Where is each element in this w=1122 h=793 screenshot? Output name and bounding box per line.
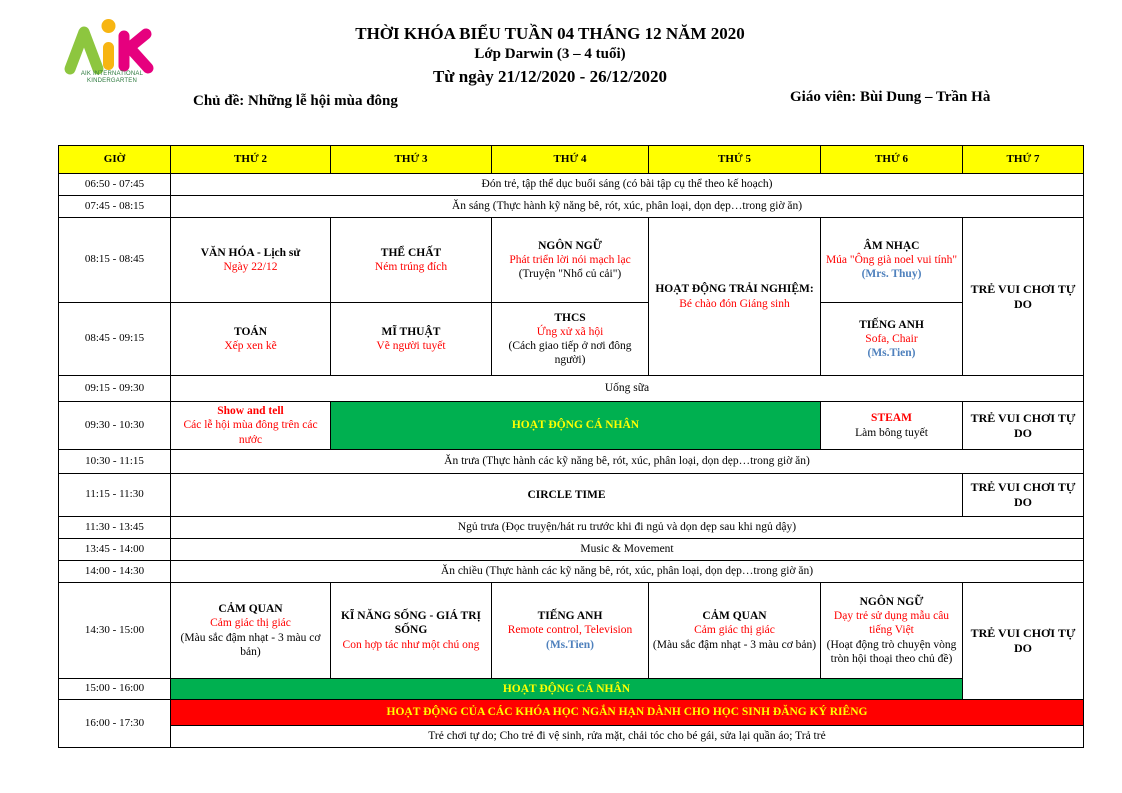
activity-teacher: (Mrs. Thuy) <box>861 268 922 280</box>
activity-cell: Trẻ chơi tự do; Cho trẻ đi vệ sinh, rửa mặt, chải tóc cho bé gái, sửa lại quần áo; Trả trẻ <box>171 726 1084 748</box>
activity-detail: Ngày 22/12 <box>223 261 278 273</box>
activity-cell: Ăn trưa (Thực hành các kỹ năng bê, rót, xúc, phân loại, dọn dẹp…trong giờ ăn) <box>171 450 1084 474</box>
header-row <box>59 146 1084 174</box>
logo-caption: AIK INTERNATIONAL KINDERGARTEN <box>80 71 144 84</box>
activity-cell <box>331 583 492 679</box>
date-range: Từ ngày 21/12/2020 - 26/12/2020 <box>432 67 668 86</box>
table-row <box>59 583 1084 679</box>
activity-teacher: (Ms.Tien) <box>867 347 916 359</box>
time-cell: 09:15 - 09:30 <box>59 376 171 402</box>
time-cell: 14:30 - 15:00 <box>59 583 171 679</box>
activity-cell <box>171 218 331 303</box>
table-row <box>59 539 1084 561</box>
table-row <box>59 474 1084 517</box>
time-cell: 08:15 - 08:45 <box>59 218 171 303</box>
activity-cell <box>171 303 331 376</box>
time-cell: 09:30 - 10:30 <box>59 402 171 450</box>
time-cell: 10:30 - 11:15 <box>59 450 171 474</box>
activity-cell: Uống sữa <box>171 376 1084 402</box>
activity-cell: Ăn sáng (Thực hành kỹ năng bê, rót, xúc, phân loại, dọn dẹp…trong giờ ăn) <box>171 196 1084 218</box>
activity-detail: Ứng xử xã hội <box>536 325 604 338</box>
activity-cell <box>821 218 963 303</box>
table-row <box>59 303 1084 376</box>
table-row <box>59 726 1084 748</box>
teacher: Giáo viên: Bùi Dung – Trần Hà <box>790 89 991 105</box>
activity-cell <box>171 583 331 679</box>
activity-cell <box>821 402 963 450</box>
activity-cell <box>171 402 331 450</box>
activity-cell <box>821 303 963 376</box>
time-cell: 14:00 - 14:30 <box>59 561 171 583</box>
time-cell: 07:45 - 08:15 <box>59 196 171 218</box>
free-play-cell: TRẺ VUI CHƠI TỰ DO <box>963 402 1084 450</box>
time-cell: 11:15 - 11:30 <box>59 474 171 517</box>
time-cell: 13:45 - 14:00 <box>59 539 171 561</box>
activity-cell <box>331 303 492 376</box>
free-play-cell: TRẺ VUI CHƠI TỰ DO <box>963 218 1084 376</box>
table-row <box>59 196 1084 218</box>
activity-detail: Bé chào đón Giáng sinh <box>679 297 790 310</box>
activity-detail: Múa "Ông già noel vui tính" <box>825 253 958 266</box>
activity-title: HOẠT ĐỘNG TRẢI NGHIỆM: <box>655 283 814 296</box>
activity-detail: Làm bông tuyết <box>855 426 928 439</box>
activity-title: TIẾNG ANH <box>859 318 924 331</box>
short-course-band: HOẠT ĐỘNG CỦA CÁC KHÓA HỌC NGẮN HẠN DÀNH CHO HỌC SINH ĐĂNG KÝ RIÊNG <box>171 700 1084 726</box>
table-row <box>59 218 1084 303</box>
activity-cell <box>492 583 649 679</box>
activity-cell: Ngủ trưa (Đọc truyện/hát ru trước khi đi ngủ và dọn dẹp sau khi ngủ dậy) <box>171 517 1084 539</box>
activity-title: Show and tell <box>217 405 284 418</box>
time-cell: 06:50 - 07:45 <box>59 174 171 196</box>
time-cell: 15:00 - 16:00 <box>59 679 171 700</box>
activity-title: THCS <box>554 311 586 324</box>
col-header-time: GIỜ <box>59 146 171 174</box>
table-row <box>59 679 1084 700</box>
activity-cell <box>492 303 649 376</box>
activity-detail: Vẽ người tuyết <box>376 340 446 352</box>
table-row <box>59 450 1084 474</box>
activity-detail: Cảm giác thị giác <box>210 617 291 630</box>
activity-title: TOÁN <box>233 325 268 338</box>
circle-time-cell: CIRCLE TIME <box>171 474 963 517</box>
activity-note: (Truyện "Nhổ củ cải") <box>518 268 622 280</box>
activity-cell <box>492 218 649 303</box>
activity-detail: Phát triển lời nói mạch lạc <box>509 253 631 266</box>
activity-cell <box>649 218 821 376</box>
individual-activity-band: HOẠT ĐỘNG CÁ NHÂN <box>171 679 963 700</box>
col-header-tue: THỨ 3 <box>331 146 492 174</box>
activity-title: NGÔN NGỮ <box>859 596 924 609</box>
col-header-wed: THỨ 4 <box>492 146 649 174</box>
table-row <box>59 561 1084 583</box>
activity-title: CẢM QUAN <box>702 610 767 623</box>
activity-title: VĂN HÓA - Lịch sử <box>200 246 301 259</box>
table-row <box>59 402 1084 450</box>
activity-detail: Ném trúng đích <box>374 261 448 273</box>
activity-note: (Màu sắc đậm nhạt - 3 màu cơ bản) <box>652 638 817 651</box>
activity-detail: Dạy trẻ sử dụng mẫu câu tiếng Việt <box>833 610 950 637</box>
activity-title: CẢM QUAN <box>218 603 283 616</box>
individual-activity-band: HOẠT ĐỘNG CÁ NHÂN <box>331 402 821 450</box>
time-cell: 08:45 - 09:15 <box>59 303 171 376</box>
activity-teacher: (Ms.Tien) <box>545 638 595 651</box>
activity-detail: Cảm giác thị giác <box>694 624 775 637</box>
activity-cell: Đón trẻ, tập thể dục buổi sáng (có bài tập cụ thể theo kế hoạch) <box>171 174 1084 196</box>
activity-title: ÂM NHẠC <box>863 239 920 252</box>
activity-note: (Cách giao tiếp ở nơi đông người) <box>508 340 632 367</box>
activity-note: (Hoạt động trò chuyện vòng tròn hội thoại theo chủ đề) <box>826 638 957 665</box>
activity-cell <box>821 583 963 679</box>
table-row <box>59 376 1084 402</box>
time-cell: 16:00 - 17:30 <box>59 700 171 748</box>
activity-cell <box>649 583 821 679</box>
table-row <box>59 517 1084 539</box>
activity-title: MĨ THUẬT <box>381 325 441 338</box>
activity-title: STEAM <box>871 412 912 425</box>
activity-cell <box>331 218 492 303</box>
activity-detail: Các lễ hội mùa đông trên các nước <box>183 419 318 446</box>
activity-cell: Music & Movement <box>171 539 1084 561</box>
col-header-fri: THỨ 6 <box>821 146 963 174</box>
timetable <box>58 145 1084 748</box>
topic: Chủ đề: Những lễ hội mùa đông <box>193 93 398 109</box>
table-row <box>59 174 1084 196</box>
activity-cell: Ăn chiều (Thực hành các kỹ năng bê, rót, xúc, phân loại, dọn dẹp…trong giờ ăn) <box>171 561 1084 583</box>
col-header-mon: THỨ 2 <box>171 146 331 174</box>
activity-detail: Remote control, Television <box>507 624 633 637</box>
activity-detail: Sofa, Chair <box>865 332 918 345</box>
activity-note: (Màu sắc đậm nhạt - 3 màu cơ bản) <box>180 631 321 658</box>
activity-title: NGÔN NGỮ <box>538 239 602 252</box>
col-header-thu: THỨ 5 <box>649 146 821 174</box>
free-play-cell: TRẺ VUI CHƠI TỰ DO <box>963 474 1084 517</box>
free-play-cell: TRẺ VUI CHƠI TỰ DO <box>963 583 1084 700</box>
col-header-sat: THỨ 7 <box>963 146 1084 174</box>
activity-detail: Con hợp tác như một chú ong <box>342 638 480 651</box>
activity-title: THỂ CHẤT <box>380 246 442 259</box>
activity-detail: Xếp xen kẽ <box>224 340 277 352</box>
class-line: Lớp Darwin (3 – 4 tuổi) <box>474 46 626 62</box>
table-row <box>59 700 1084 726</box>
time-cell: 11:30 - 13:45 <box>59 517 171 539</box>
activity-title: KĨ NĂNG SỐNG - GIÁ TRỊ SỐNG <box>340 610 482 637</box>
activity-title: TIẾNG ANH <box>537 610 603 623</box>
page-title: THỜI KHÓA BIỂU TUẦN 04 THÁNG 12 NĂM 2020 <box>355 24 745 43</box>
